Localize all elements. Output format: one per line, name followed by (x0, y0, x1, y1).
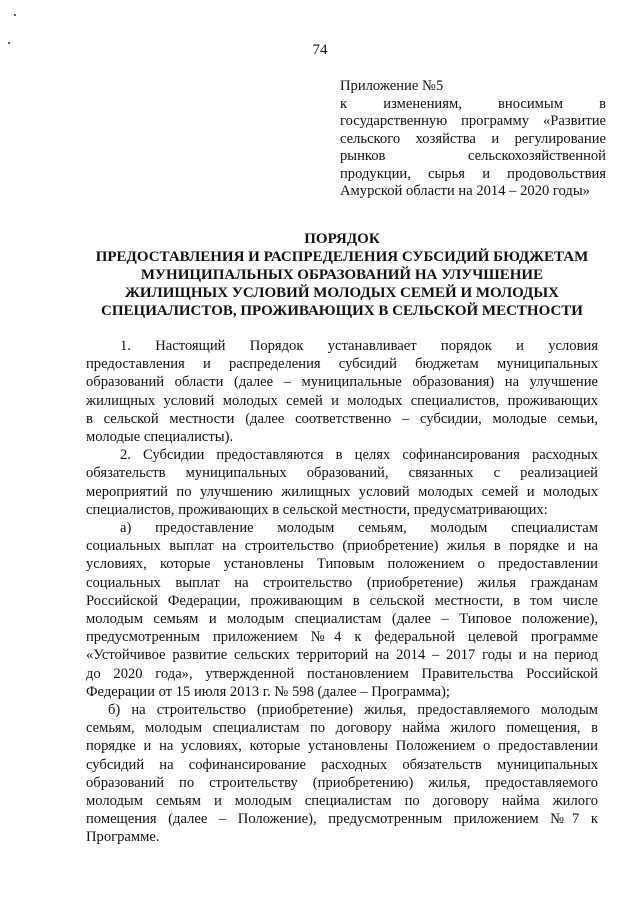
appendix-line: к изменениям, вносимым в (340, 95, 606, 112)
body-line: молодые специалисты). (86, 429, 234, 446)
body-line: до 2020 года», утвержденной постановлением Правительства Российской (86, 665, 598, 682)
body-line: условиях, которые установлены Типовым положением о предоставлении (86, 556, 598, 573)
body-line: мероприятий по улучшению жилищных условий молодых семей и молодых (86, 483, 598, 500)
body-line: социальных выплат на строительство (приобретение) жилья в порядке и на (86, 538, 598, 555)
body-line: Программе. (86, 829, 160, 846)
body-line: Российской Федерации, проживающим в сельской местности, в том числе (86, 592, 598, 609)
body-line: помещения (далее – Положение), предусмотренным приложением №7 к (86, 811, 598, 828)
body-line: Федерации от 15 июля 2013 г. № 598 (далее – Программа); (86, 683, 450, 700)
title-line: ПРЕДОСТАВЛЕНИЯ И РАСПРЕДЕЛЕНИЯ СУБСИДИЙ БЮДЖЕТАМ (95, 249, 589, 265)
document-body (86, 337, 598, 847)
appendix-line: сельского хозяйства и регулирование (340, 130, 606, 147)
body-line: 1. Настоящий Порядок устанавливает порядок и условия (120, 338, 598, 354)
appendix-line: государственную программу «Развитие (340, 113, 606, 129)
body-line: предоставления и распределения субсидий бюджетам муниципальных (86, 356, 598, 373)
body-line: молодым семьям и молодым специалистам по договору найма жилого (86, 793, 598, 810)
body-line: предусмотренным приложением №4 к федеральной целевой программе (86, 629, 598, 646)
body-line: б) на строительство (приобретение) жилья, предоставляемого молодым (108, 702, 598, 719)
title-line: ПОРЯДОК (304, 231, 380, 247)
body-line: «Устойчивое развитие сельских территорий на 2014 – 2017 годы и на период (86, 647, 598, 664)
appendix-line: рынков сельскохозяйственной (340, 148, 606, 164)
body-line: 2. Субсидии предоставляются в целях софинансирования расходных (120, 447, 598, 464)
body-line: обязательств муниципальных образований, связанных с реализацией (86, 465, 598, 482)
document-title (86, 230, 598, 320)
body-line: в сельской местности (далее соответственно – субсидии, молодые семьи, (86, 410, 598, 427)
appendix-line: продукции, сырья и продовольствия (340, 165, 606, 182)
title-line: СПЕЦИАЛИСТОВ, ПРОЖИВАЮЩИХ В СЕЛЬСКОЙ МЕСТНОСТИ (101, 303, 583, 319)
body-line: специалистов, проживающих в сельской местности, предусматривающих: (86, 501, 548, 518)
body-line: молодым семьям и молодым специалистам (далее – Типовое положение), (86, 611, 598, 628)
page-number: 74 (312, 42, 328, 58)
scan-speck (14, 14, 16, 16)
appendix-line: Амурской области на 2014 – 2020 годы» (340, 183, 590, 199)
body-line: порядке и на условиях, которые установлены Положением о предоставлении (86, 738, 598, 755)
title-line: ЖИЛИЩНЫХ УСЛОВИЙ МОЛОДЫХ СЕМЕЙ И МОЛОДЫХ (125, 285, 559, 301)
body-line: образований области (далее – муниципальные образования) на улучшение (86, 374, 598, 391)
appendix-line: Приложение №5 (340, 78, 444, 94)
body-line: субсидий на софинансирование расходных обязательств муниципальных (86, 756, 598, 773)
body-line: семьям, молодым специалистам по договору найма жилого помещения, в (86, 720, 598, 737)
body-line: социальных выплат на строительство (приобретение) жилья гражданам (86, 574, 598, 591)
appendix-note (340, 78, 606, 201)
title-line: МУНИЦИПАЛЬНЫХ ОБРАЗОВАНИЙ НА УЛУЧШЕНИЕ (140, 267, 544, 283)
body-line: жилищных условий молодых семей и молодых специалистов, проживающих (86, 392, 598, 409)
body-line: а) предоставление молодым семьям, молодым специалистам (120, 520, 598, 537)
body-line: образований по строительству (приобретению) жилья, предоставляемого (86, 774, 598, 791)
